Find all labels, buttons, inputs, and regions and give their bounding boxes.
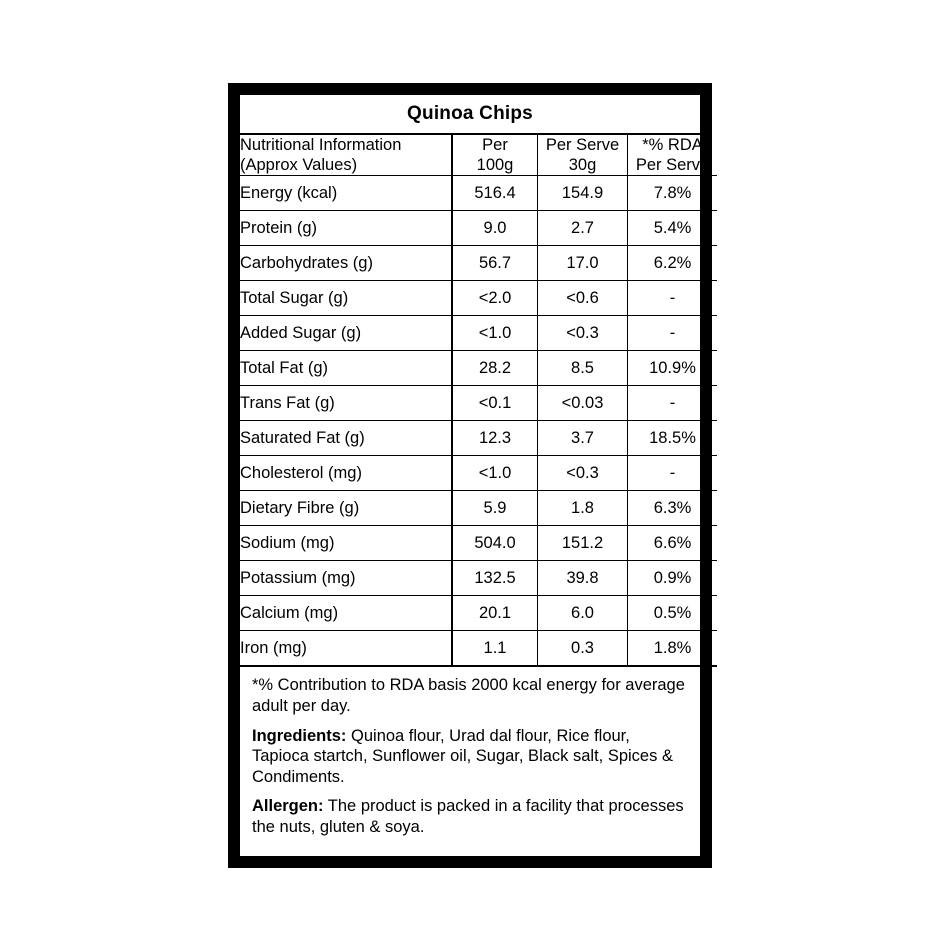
row-rda: 0.5% bbox=[628, 596, 718, 631]
row-per-100g: 504.0 bbox=[452, 526, 538, 561]
row-nutrient-name: Potassium (mg) bbox=[240, 561, 452, 596]
table-row bbox=[240, 281, 717, 316]
allergen-paragraph bbox=[252, 796, 688, 837]
row-nutrient-name: Trans Fat (g) bbox=[240, 386, 452, 421]
table-row bbox=[240, 631, 717, 667]
row-nutrient-name: Sodium (mg) bbox=[240, 526, 452, 561]
row-per-100g: 20.1 bbox=[452, 596, 538, 631]
row-per-serve: 6.0 bbox=[538, 596, 628, 631]
nutrition-label-panel bbox=[228, 83, 712, 868]
row-rda: 18.5% bbox=[628, 421, 718, 456]
row-per-100g: <1.0 bbox=[452, 456, 538, 491]
row-rda: 1.8% bbox=[628, 631, 718, 667]
row-per-serve: 151.2 bbox=[538, 526, 628, 561]
row-nutrient-name: Saturated Fat (g) bbox=[240, 421, 452, 456]
row-per-serve: 1.8 bbox=[538, 491, 628, 526]
row-nutrient-name: Energy (kcal) bbox=[240, 176, 452, 211]
allergen-label: Allergen: bbox=[252, 797, 324, 816]
header-rda-line2: Per Serve bbox=[635, 156, 710, 175]
row-per-100g: <2.0 bbox=[452, 281, 538, 316]
header-name-line1: Nutritional Information bbox=[240, 136, 402, 154]
table-row bbox=[240, 386, 717, 421]
nutrition-table-body bbox=[240, 176, 717, 667]
row-nutrient-name: Total Sugar (g) bbox=[240, 281, 452, 316]
row-per-serve: <0.3 bbox=[538, 316, 628, 351]
header-name-line2: (Approx Values) bbox=[240, 156, 358, 175]
row-per-serve: 8.5 bbox=[538, 351, 628, 386]
row-per-100g: 9.0 bbox=[452, 211, 538, 246]
row-per-serve: 154.9 bbox=[538, 176, 628, 211]
row-per-serve: 2.7 bbox=[538, 211, 628, 246]
header-per100-line1: Per bbox=[482, 136, 508, 154]
rda-footnote: *% Contribution to RDA basis 2000 kcal energy for average adult per day. bbox=[252, 676, 685, 715]
table-row bbox=[240, 491, 717, 526]
table-row bbox=[240, 176, 717, 211]
row-rda: 6.3% bbox=[628, 491, 718, 526]
header-nutritional-information bbox=[240, 135, 452, 176]
row-rda: 7.8% bbox=[628, 176, 718, 211]
row-per-100g: 1.1 bbox=[452, 631, 538, 667]
row-rda: - bbox=[628, 316, 718, 351]
table-header-row bbox=[240, 135, 717, 176]
table-row bbox=[240, 246, 717, 281]
table-row bbox=[240, 561, 717, 596]
ingredients-paragraph bbox=[252, 726, 688, 788]
row-rda: - bbox=[628, 386, 718, 421]
nutrition-table-head bbox=[240, 135, 717, 176]
row-per-100g: <0.1 bbox=[452, 386, 538, 421]
row-rda: - bbox=[628, 281, 718, 316]
header-per-100g bbox=[452, 135, 538, 176]
nutrition-table bbox=[240, 135, 717, 667]
header-rda-line1: *% RDA bbox=[642, 136, 703, 154]
table-row bbox=[240, 596, 717, 631]
row-per-serve: <0.3 bbox=[538, 456, 628, 491]
table-row bbox=[240, 526, 717, 561]
header-per100-line2: 100g bbox=[476, 156, 514, 175]
row-nutrient-name: Calcium (mg) bbox=[240, 596, 452, 631]
row-nutrient-name: Total Fat (g) bbox=[240, 351, 452, 386]
header-serve-line1: Per Serve bbox=[545, 136, 620, 154]
table-row bbox=[240, 351, 717, 386]
row-per-100g: 132.5 bbox=[452, 561, 538, 596]
row-per-serve: <0.6 bbox=[538, 281, 628, 316]
ingredients-text: Quinoa flour, Urad dal flour, Rice flour, Tapioca startch, Sunflower oil, Sugar, Black salt, Spices & Condiments. bbox=[252, 726, 673, 786]
row-per-serve: 17.0 bbox=[538, 246, 628, 281]
row-per-100g: 516.4 bbox=[452, 176, 538, 211]
header-serve-line2: 30g bbox=[568, 156, 597, 175]
row-rda: 6.2% bbox=[628, 246, 718, 281]
row-per-100g: <1.0 bbox=[452, 316, 538, 351]
allergen-text: The product is packed in a facility that processes the nuts, gluten & soya. bbox=[252, 797, 684, 836]
row-rda: 0.9% bbox=[628, 561, 718, 596]
table-row bbox=[240, 211, 717, 246]
row-per-serve: 0.3 bbox=[538, 631, 628, 667]
ingredients-label: Ingredients: bbox=[252, 726, 347, 745]
row-per-serve: 39.8 bbox=[538, 561, 628, 596]
row-per-100g: 28.2 bbox=[452, 351, 538, 386]
row-per-serve: <0.03 bbox=[538, 386, 628, 421]
product-title: Quinoa Chips bbox=[240, 95, 700, 135]
row-nutrient-name: Added Sugar (g) bbox=[240, 316, 452, 351]
row-rda: 6.6% bbox=[628, 526, 718, 561]
header-per-serve bbox=[538, 135, 628, 176]
row-per-100g: 56.7 bbox=[452, 246, 538, 281]
table-row bbox=[240, 456, 717, 491]
row-nutrient-name: Carbohydrates (g) bbox=[240, 246, 452, 281]
row-nutrient-name: Cholesterol (mg) bbox=[240, 456, 452, 491]
row-per-100g: 12.3 bbox=[452, 421, 538, 456]
row-nutrient-name: Protein (g) bbox=[240, 211, 452, 246]
table-row bbox=[240, 316, 717, 351]
label-notes bbox=[240, 667, 700, 846]
row-rda: 10.9% bbox=[628, 351, 718, 386]
nutrition-label-inner bbox=[239, 94, 710, 857]
row-per-serve: 3.7 bbox=[538, 421, 628, 456]
header-rda-per-serve bbox=[628, 135, 718, 176]
table-row bbox=[240, 421, 717, 456]
row-nutrient-name: Iron (mg) bbox=[240, 631, 452, 667]
row-per-100g: 5.9 bbox=[452, 491, 538, 526]
row-nutrient-name: Dietary Fibre (g) bbox=[240, 491, 452, 526]
row-rda: 5.4% bbox=[628, 211, 718, 246]
row-rda: - bbox=[628, 456, 718, 491]
